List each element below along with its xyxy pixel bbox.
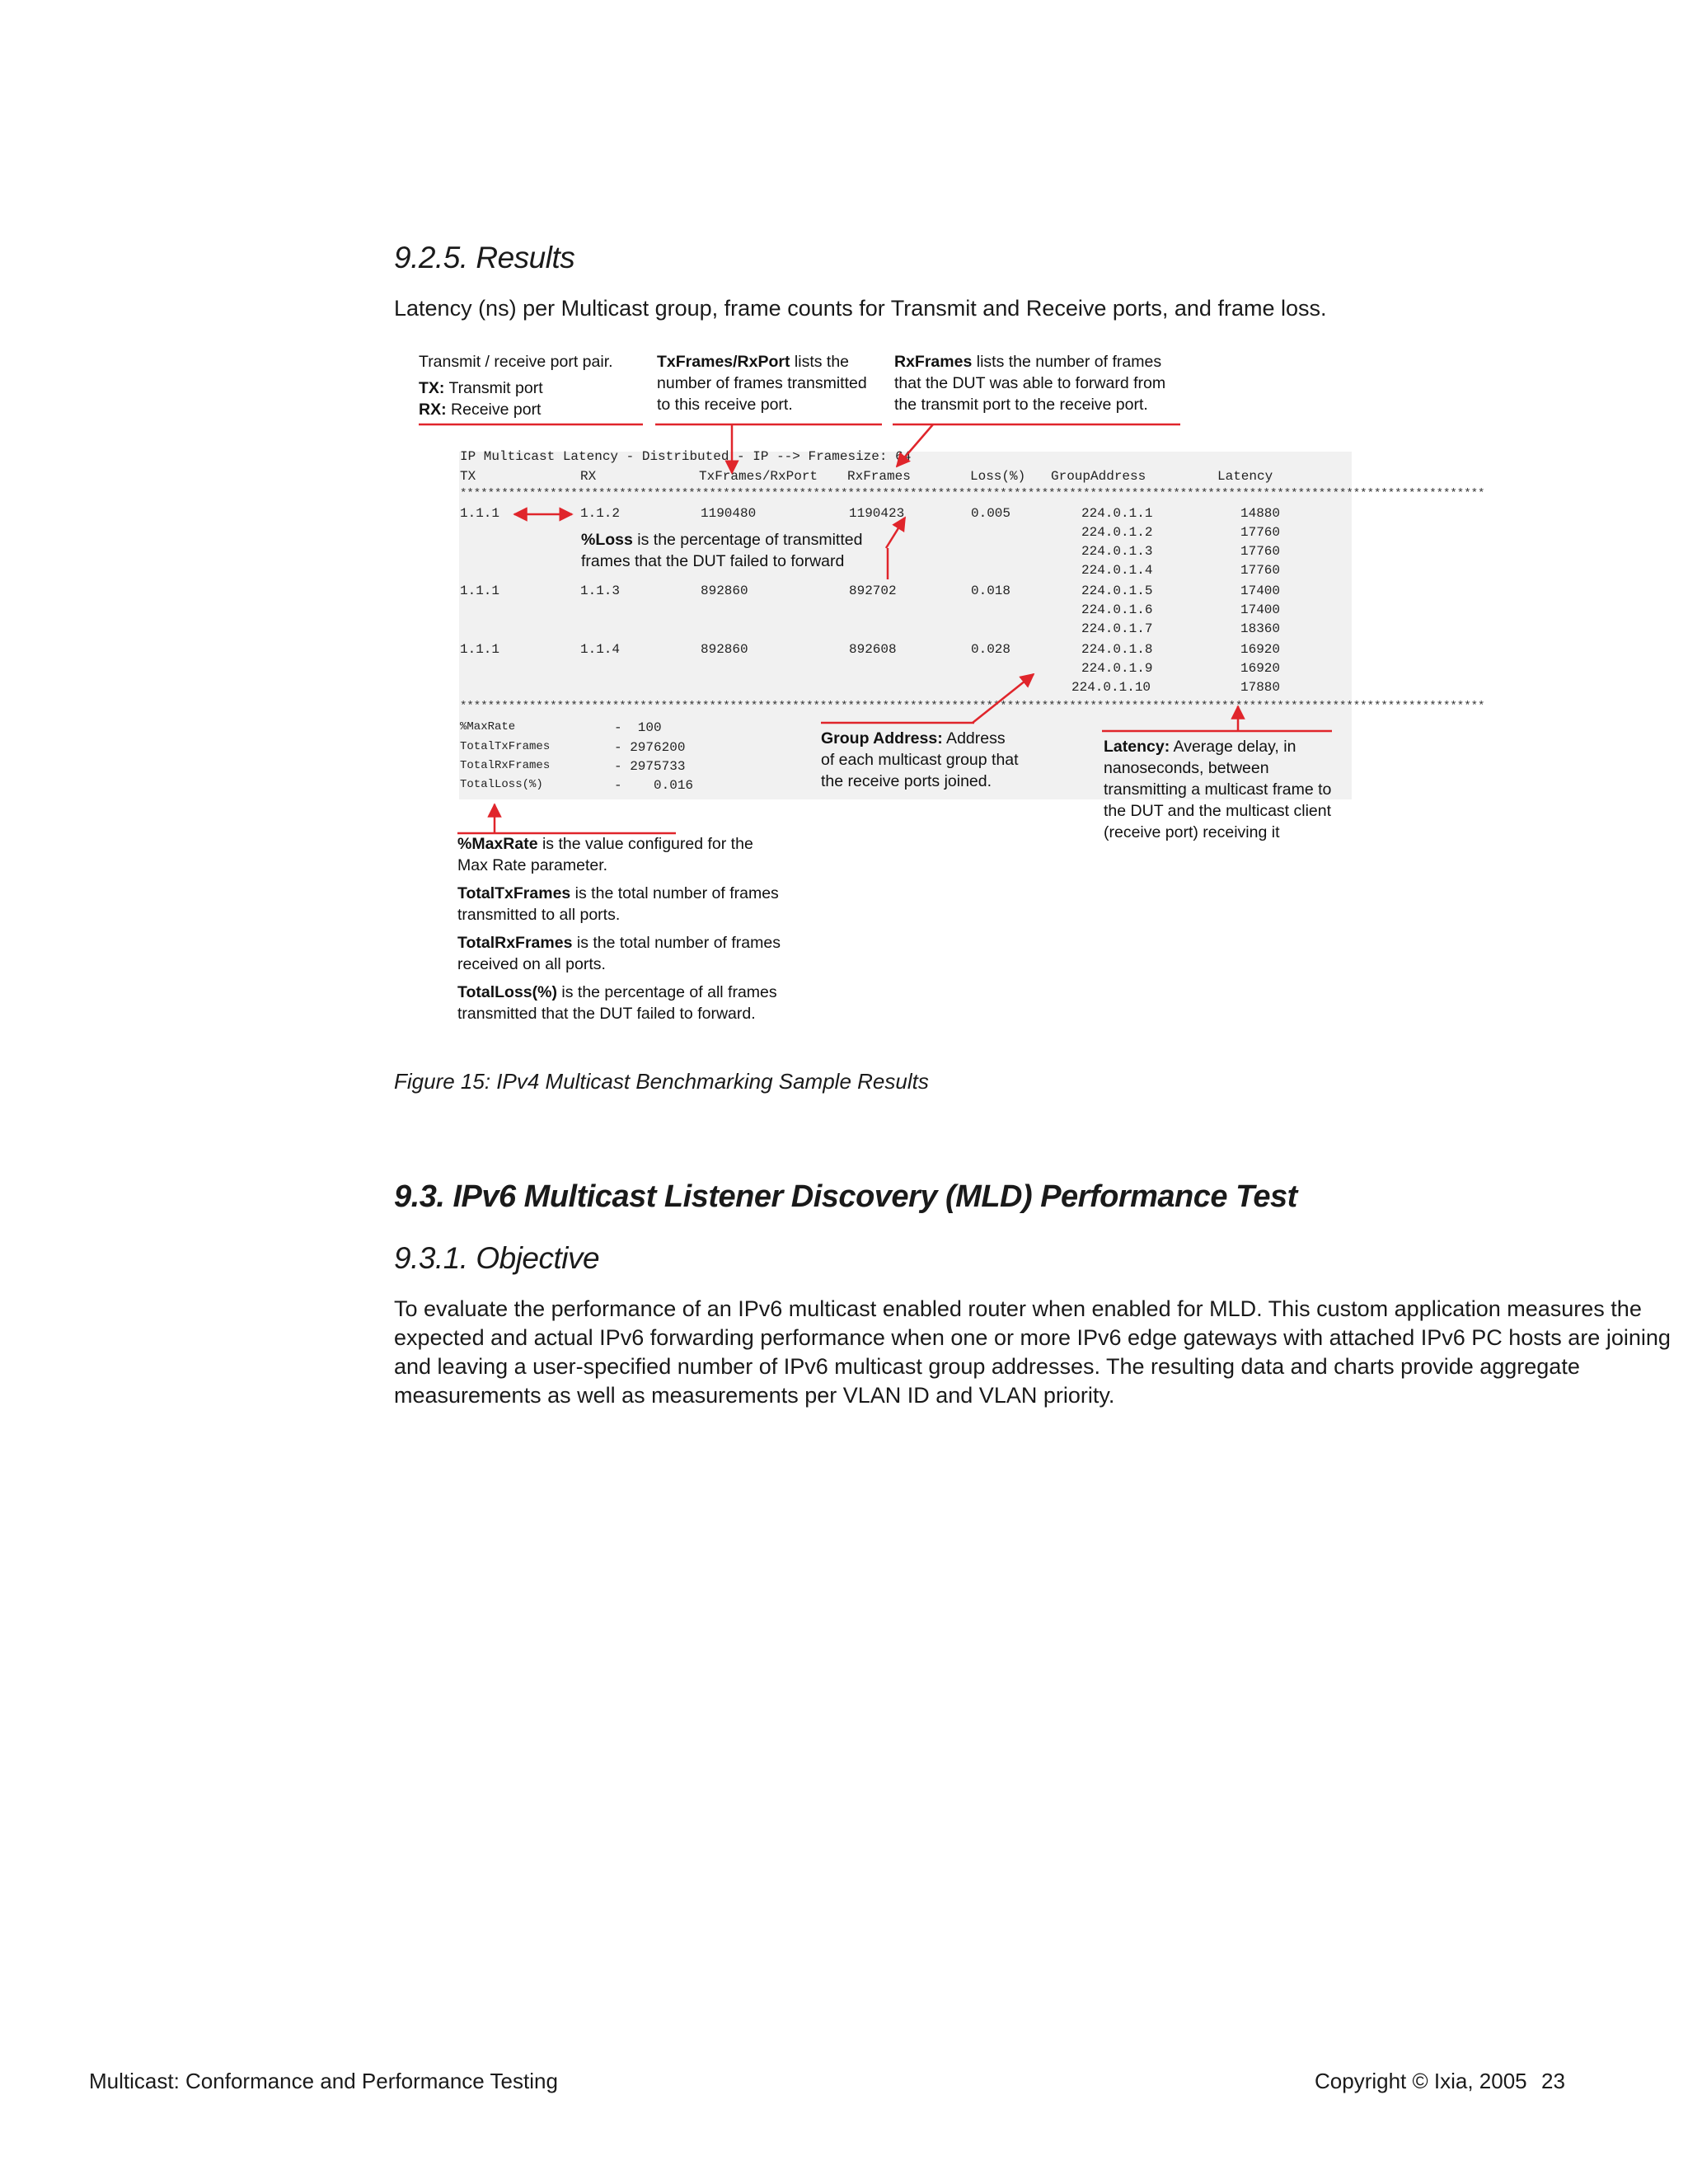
col-rx: RX	[580, 469, 597, 484]
group-latency: 17760	[1240, 544, 1281, 559]
group-addr: 224.0.1.10	[1071, 680, 1151, 695]
summary-label: TotalTxFrames	[460, 740, 551, 753]
row2-rx: 1.1.3	[580, 583, 621, 598]
summary-label: TotalRxFrames	[460, 759, 551, 772]
group-addr: 224.0.1.2	[1081, 525, 1153, 540]
note-txframes: TxFrames/RxPort lists the number of frames transmitted to this receive port.	[657, 353, 867, 414]
row1-tx: 1.1.1	[460, 506, 500, 521]
figure-caption: Figure 15: IPv4 Multicast Benchmarking Sample Results	[394, 1069, 929, 1094]
group-latency: 18360	[1240, 621, 1281, 636]
objective-paragraph: To evaluate the performance of an IPv6 multicast enabled router when enabled for MLD. This custom application measures the expected and actual IPv6 forwarding performance when one or more IPv6 edge gateways with attached IPv6 PC hosts are joining and leaving a user-specified number of IPv6 multicast group addresses. The resulting data and charts provide aggregate measurements as well as measurements per VLAN ID and VLAN priority.	[394, 1296, 1671, 1408]
group-addr: 224.0.1.4	[1081, 563, 1153, 578]
group-addr: 224.0.1.3	[1081, 544, 1153, 559]
summary-value: - 2975733	[614, 759, 686, 774]
row2-txframes: 892860	[701, 583, 748, 598]
loss-arrow	[886, 518, 905, 548]
col-latency: Latency	[1217, 469, 1273, 484]
row2-tx: 1.1.1	[460, 583, 500, 598]
footer-copyright: Copyright © Ixia, 2005	[1315, 2069, 1527, 2093]
note-group-address: Group Address: Address of each multicast group that the receive ports joined.	[821, 729, 1019, 790]
row3-loss: 0.028	[971, 642, 1011, 657]
col-tx: TX	[460, 469, 476, 484]
group-latency: 14880	[1240, 506, 1281, 521]
row3-txframes: 892860	[701, 642, 748, 657]
group-latency: 17400	[1240, 602, 1281, 617]
note-port-pair: Transmit / receive port pair. TX: Transmit port RX: Receive port	[419, 353, 613, 419]
group-latency: 16920	[1240, 642, 1281, 657]
row1-rx: 1.1.2	[580, 506, 621, 521]
group-addr: 224.0.1.1	[1081, 506, 1153, 521]
group-latency: 17760	[1240, 525, 1281, 540]
note-loss: %Loss is the percentage of transmitted frames that the DUT failed to forward	[581, 531, 863, 570]
results-intro: Latency (ns) per Multicast group, frame counts for Transmit and Receive ports, and frame loss.	[394, 296, 1327, 321]
group-latency: 17880	[1240, 680, 1281, 695]
row1-loss: 0.005	[971, 506, 1011, 521]
page-number: 23	[1541, 2069, 1565, 2093]
row1-rxframes: 1190423	[849, 506, 905, 521]
group-latency: 17760	[1240, 563, 1281, 578]
group-addr: 224.0.1.8	[1081, 642, 1153, 657]
group-addr: 224.0.1.7	[1081, 621, 1153, 636]
group-addr: 224.0.1.9	[1081, 661, 1153, 676]
summary-value: - 100	[614, 720, 662, 735]
group-addr: 224.0.1.5	[1081, 583, 1153, 598]
mld-heading: 9.3. IPv6 Multicast Listener Discovery (MLD) Performance Test	[394, 1179, 1297, 1214]
rxframes-arrow	[897, 424, 933, 466]
group-address-arrow	[973, 674, 1034, 723]
col-loss: Loss(%)	[970, 469, 1026, 484]
panel-title: IP Multicast Latency - Distributed - IP --> Framesize: 64	[460, 449, 912, 464]
row2-rxframes: 892702	[849, 583, 897, 598]
row3-tx: 1.1.1	[460, 642, 500, 657]
row3-rx: 1.1.4	[580, 642, 621, 657]
objective-heading: 9.3.1. Objective	[394, 1241, 600, 1275]
footer-title: Multicast: Conformance and Performance Testing	[89, 2069, 558, 2093]
col-group: GroupAddress	[1051, 469, 1146, 484]
results-heading: 9.2.5. Results	[394, 241, 575, 274]
group-latency: 17400	[1240, 583, 1281, 598]
group-latency: 16920	[1240, 661, 1281, 676]
summary-label: TotalLoss(%)	[460, 778, 543, 791]
note-summary-fields: %MaxRate is the value configured for the Max Rate parameter. TotalTxFrames is the total number of frames transmitted to all ports. TotalRxFrames is the total number of frames received on all ports. TotalLoss(%) is the percentage of all frames transmitted that the DUT failed to forward.	[457, 835, 781, 1023]
summary-label: %MaxRate	[460, 720, 516, 733]
summary-value: - 0.016	[614, 778, 694, 793]
row2-loss: 0.018	[971, 583, 1011, 598]
col-rxframes: RxFrames	[847, 469, 911, 484]
row1-txframes: 1190480	[701, 506, 757, 521]
note-rxframes: RxFrames lists the number of frames that the DUT was able to forward from the transmit port to the receive port.	[894, 353, 1166, 414]
divider-top: ****************************************************************************************************************************************************	[460, 487, 1485, 500]
group-addr: 224.0.1.6	[1081, 602, 1153, 617]
summary-value: - 2976200	[614, 740, 686, 755]
row3-rxframes: 892608	[849, 642, 897, 657]
col-txframes: TxFrames/RxPort	[699, 469, 818, 484]
note-latency: Latency: Average delay, in nanoseconds, between transmitting a multicast frame to the DUT and the multicast client (receive port) receiving it	[1104, 738, 1332, 841]
divider-bottom: ****************************************************************************************************************************************************	[460, 700, 1485, 713]
